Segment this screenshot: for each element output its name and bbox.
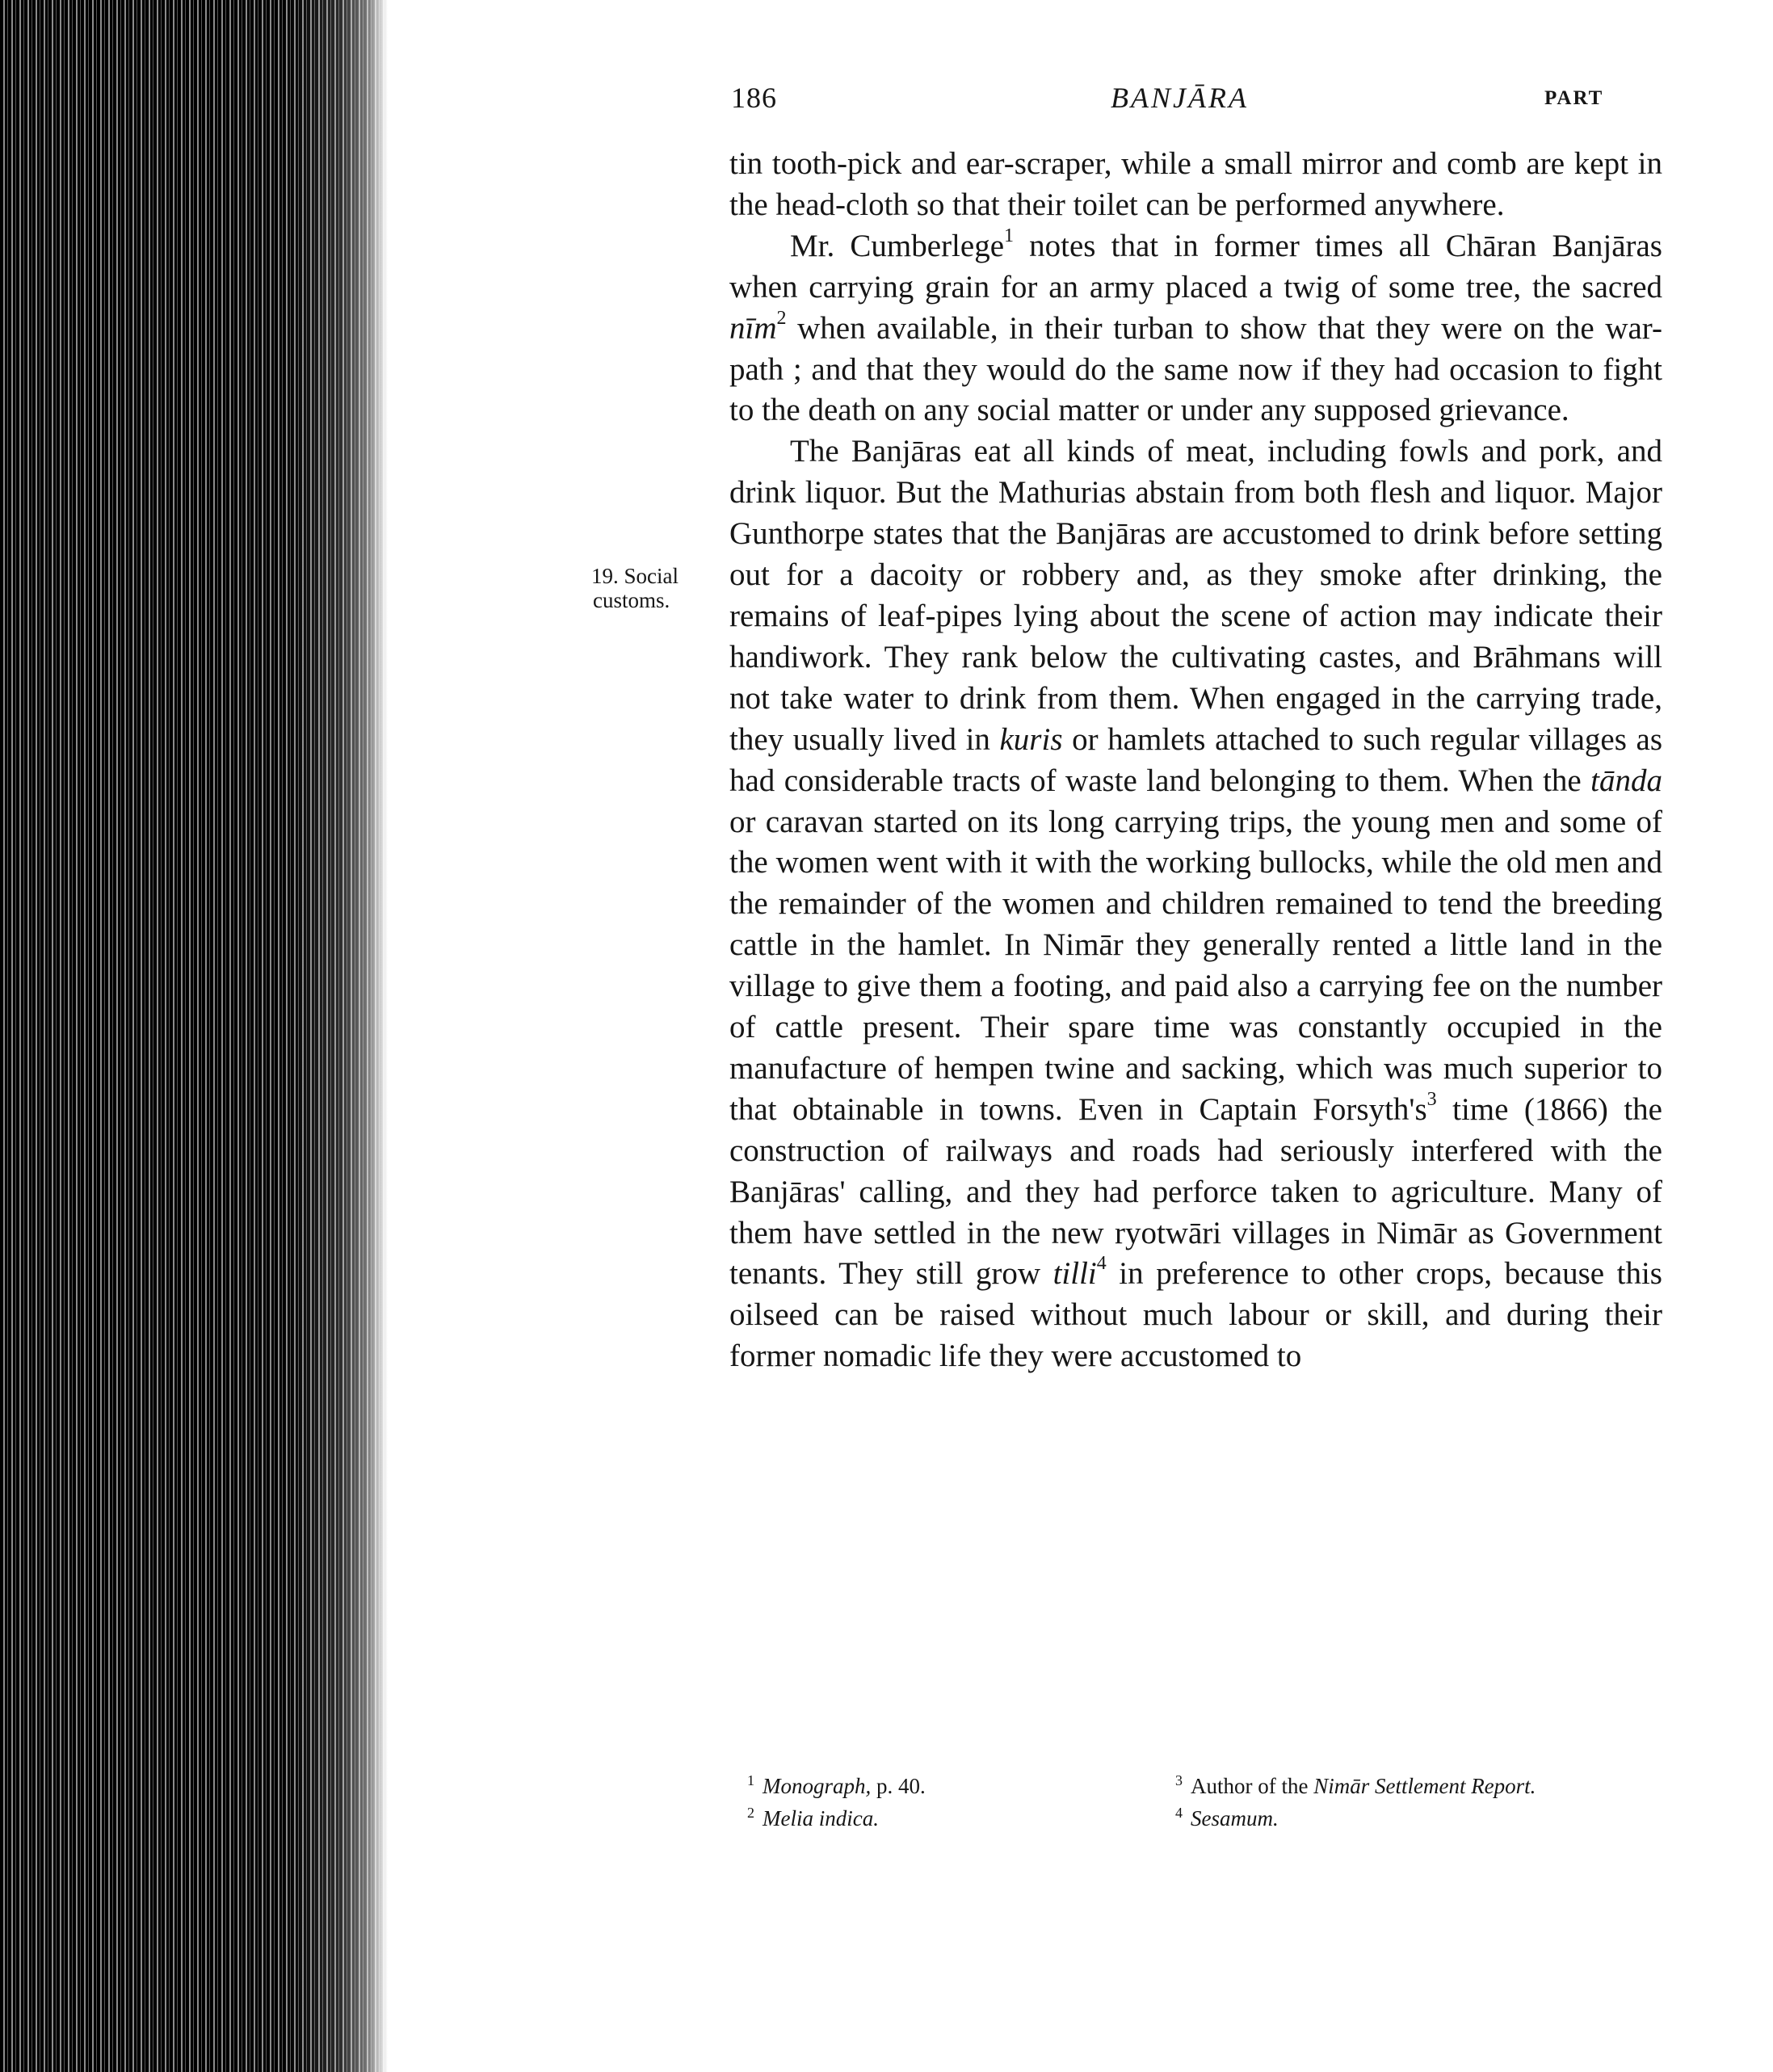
footnote-reference: 4 [1096,1253,1107,1275]
footnote [747,1767,926,1800]
footnote-italic-term: Sesamum. [1191,1806,1279,1830]
paragraph-text: or caravan started on its long carrying trips, the young men and some of the women went with it with the working bullocks, while the old men and the remainder of the women and children remained to tend the breeding cattle in the hamlet. In Nimār they generally rented a little land in the village to give them a footing, and paid also a carrying fee on the number of cattle present. Their spare time was constantly occupied in the manufacture of hempen twine and sacking, which was much superior to that obtainable in towns. Even in Captain Forsyth's [729,804,1662,1127]
footnote [1175,1800,1536,1832]
footnote-reference: 3 [1426,1088,1437,1110]
paragraph-italic-term: tilli [1052,1256,1097,1292]
footnote-number: 2 [747,1805,754,1821]
paragraph-italic-term: tānda [1590,763,1662,798]
paragraph-text: in preference to other crops, because this oilseed can be raised without much labour or skill, and during their former nomadic life they were accustomed to [729,1256,1662,1374]
paragraph [729,431,1662,1377]
section-label: PART [1544,87,1604,109]
footnote-number: 3 [1175,1772,1183,1788]
margin-note-number: 19. Social [591,564,679,588]
footnotes-right-column [1175,1767,1536,1832]
book-spine-edge [0,0,388,2072]
paragraph [729,144,1662,226]
paragraph-text: notes that in former times all Chāran Banjāras when carrying grain for an army placed a twig of some tree, the sacred [729,228,1662,305]
paragraph-text: when available, in their turban to show that they were on the war-path ; and that they would do the same now if they had occasion to fight to the death on any social matter or under any supposed grievance. [729,310,1662,428]
footnote-italic-term: Nimār Settlement Report. [1313,1774,1536,1798]
paragraph-text: The Banjāras eat all kinds of meat, including fowls and pork, and drink liquor. But the Mathurias abstain from both flesh and liquor. Major Gunthorpe states that the Banjāras are accustomed to drink before setting out for a dacoity or robbery and, as they smoke after drinking, the remains of leaf-pipes lying about the scene of action may indicate their handiwork. They rank below the cultivating castes, and Brāhmans will not take water to drink from them. When engaged in the carrying trade, they usually lived in [729,434,1662,757]
paragraph-text: Mr. Cumberlege [790,228,1005,263]
margin-note-title: customs. [593,588,670,612]
footnote-italic-term: Monograph, [763,1774,872,1798]
footnote-reference: 2 [776,307,787,329]
paragraph-italic-term: nīm [729,310,777,346]
page-number: 186 [731,82,777,114]
footnote [1175,1767,1536,1800]
running-title: BANJĀRA [1111,82,1249,114]
paragraph-text: tin tooth-pick and ear-scraper, while a small mirror and comb are kept in the head-cloth so that their toilet can be performed anywhere. [729,146,1662,222]
footnote-italic-term: Melia indica. [763,1806,879,1830]
footnote-number: 4 [1175,1805,1183,1821]
paragraph-italic-term: kuris [999,721,1063,757]
footnotes-left-column [747,1767,926,1832]
paragraph [729,226,1662,432]
footnote-text: Author of the [1191,1774,1314,1798]
footnote-number: 1 [747,1772,754,1788]
paragraph-text: time (1866) the construction of railways and roads had seriously interfered with the Banjāras' calling, and they had perforce taken to agriculture. Many of them have settled in the new ryotwāri villages in Nimār as Government tenants. They still grow [729,1091,1662,1292]
footnote [747,1800,926,1832]
footnote-text: p. 40. [871,1774,926,1798]
footnote-reference: 1 [1004,225,1015,246]
margin-note [591,564,712,612]
paragraph-text: or hamlets attached to such regular villages as had considerable tracts of waste land belonging to them. When the [729,721,1662,798]
body-text [729,144,1662,1377]
